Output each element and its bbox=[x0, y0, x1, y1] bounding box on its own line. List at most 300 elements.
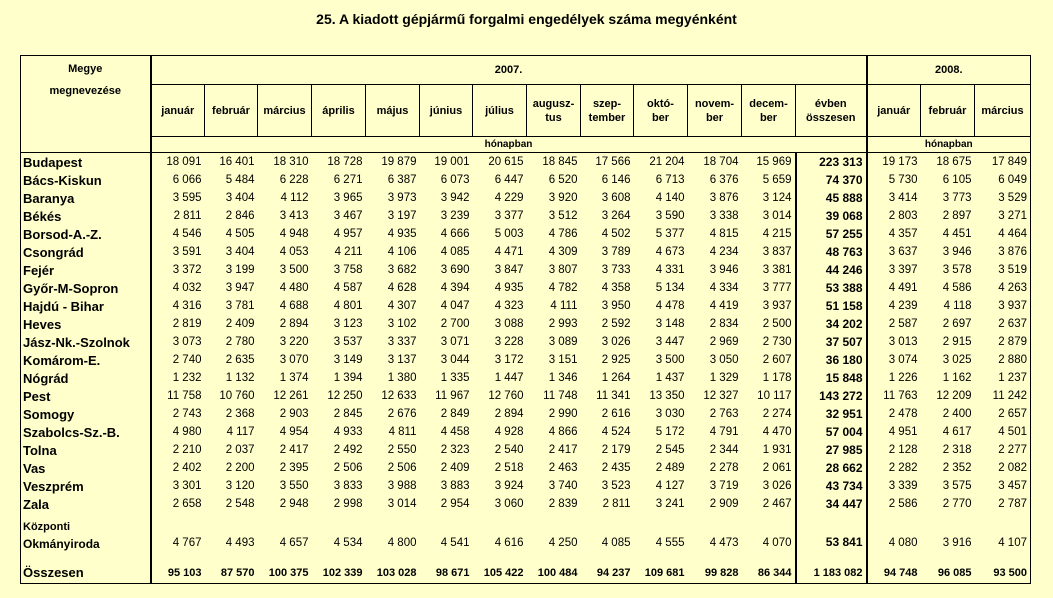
year-total-cell: 44 246 bbox=[796, 261, 867, 279]
value-cell: 1 329 bbox=[709, 372, 739, 384]
value-cell: 4 657 bbox=[279, 537, 309, 549]
value-cell: 3 172 bbox=[494, 354, 524, 366]
value-cell: 3 060 bbox=[494, 498, 524, 510]
county-header-line1: Megye bbox=[68, 63, 103, 75]
table-row bbox=[21, 243, 1031, 261]
value-cell: 10 117 bbox=[757, 390, 792, 402]
value-cell: 2 592 bbox=[601, 318, 631, 330]
value-cell: 2 849 bbox=[440, 408, 470, 420]
value-cell: 4 524 bbox=[601, 426, 631, 438]
value-cell: 3 876 bbox=[709, 192, 739, 204]
value-cell: 1 178 bbox=[762, 372, 792, 384]
table-row bbox=[21, 153, 1031, 172]
year-total-cell: 57 255 bbox=[796, 225, 867, 243]
value-cell: 2 925 bbox=[601, 354, 631, 366]
value-cell: 3 148 bbox=[655, 318, 685, 330]
value-cell: 4 331 bbox=[655, 264, 685, 276]
value-cell: 2 839 bbox=[548, 498, 578, 510]
spacer-cell bbox=[258, 551, 312, 563]
table-row bbox=[21, 369, 1031, 387]
value-cell: 2 616 bbox=[601, 408, 631, 420]
value-cell: 3 123 bbox=[333, 318, 363, 330]
table-row bbox=[21, 441, 1031, 459]
value-cell: 3 030 bbox=[655, 408, 685, 420]
value-cell: 3 337 bbox=[387, 336, 417, 348]
value-cell: 2 846 bbox=[225, 210, 255, 222]
value-cell: 3 883 bbox=[440, 480, 470, 492]
value-cell: 3 916 bbox=[942, 537, 972, 549]
month-header-2007 bbox=[581, 85, 634, 137]
month-header-label: novem- bbox=[694, 97, 735, 110]
value-cell: 6 228 bbox=[279, 174, 309, 186]
value-cell: 11 242 bbox=[975, 387, 1031, 405]
county-header bbox=[21, 56, 151, 153]
spacer-row bbox=[21, 551, 1031, 563]
value-cell: 20 615 bbox=[473, 153, 527, 172]
value-cell: 3 447 bbox=[655, 336, 685, 348]
value-cell: 3 500 bbox=[279, 264, 309, 276]
value-cell: 3 740 bbox=[548, 480, 578, 492]
county-name: Borsod-A.-Z. bbox=[21, 225, 151, 243]
year-total-cell: 27 985 bbox=[796, 441, 867, 459]
year-total-cell: 45 888 bbox=[796, 189, 867, 207]
value-cell: 3 758 bbox=[333, 264, 363, 276]
month-header-label-line2: ber bbox=[651, 111, 670, 124]
value-cell: 19 001 bbox=[420, 153, 473, 172]
value-cell: 6 073 bbox=[440, 174, 470, 186]
value-cell: 2 550 bbox=[387, 444, 417, 456]
value-cell: 2 344 bbox=[709, 444, 739, 456]
value-cell: 6 049 bbox=[975, 171, 1031, 189]
value-cell: 4 586 bbox=[942, 282, 972, 294]
value-cell: 3 946 bbox=[709, 264, 739, 276]
value-cell: 3 777 bbox=[762, 282, 792, 294]
value-cell: 2 318 bbox=[942, 444, 972, 456]
value-cell: 100 375 bbox=[258, 563, 312, 583]
value-cell: 3 781 bbox=[225, 300, 255, 312]
value-cell: 3 137 bbox=[387, 354, 417, 366]
value-cell: 11 758 bbox=[167, 390, 202, 402]
table-row bbox=[21, 513, 1031, 551]
county-name: Heves bbox=[21, 315, 151, 333]
value-cell: 1 132 bbox=[225, 372, 255, 384]
value-cell: 1 237 bbox=[975, 369, 1031, 387]
table-row bbox=[21, 405, 1031, 423]
value-cell: 2 635 bbox=[225, 354, 255, 366]
value-cell: 3 578 bbox=[942, 264, 972, 276]
value-cell: 18 091 bbox=[151, 153, 205, 172]
value-cell: 2 845 bbox=[333, 408, 363, 420]
value-cell: 2 417 bbox=[548, 444, 578, 456]
value-cell: 2 492 bbox=[333, 444, 363, 456]
value-cell: 16 401 bbox=[205, 153, 258, 172]
value-cell: 2 834 bbox=[709, 318, 739, 330]
county-name: Tolna bbox=[21, 441, 151, 459]
value-cell: 11 341 bbox=[596, 390, 631, 402]
value-cell: 3 414 bbox=[888, 192, 918, 204]
month-header-label: decem- bbox=[749, 97, 788, 110]
county-header-line2: megnevezése bbox=[49, 85, 122, 97]
value-cell: 4 032 bbox=[172, 282, 202, 294]
table-row bbox=[21, 315, 1031, 333]
value-cell: 102 339 bbox=[312, 563, 366, 583]
value-cell: 4 782 bbox=[548, 282, 578, 294]
value-cell: 3 690 bbox=[440, 264, 470, 276]
year-total-cell: 53 388 bbox=[796, 279, 867, 297]
value-cell: 4 309 bbox=[548, 246, 578, 258]
month-header-label: március bbox=[263, 104, 306, 117]
value-cell: 6 447 bbox=[494, 174, 524, 186]
value-cell: 5 484 bbox=[225, 174, 255, 186]
table-row bbox=[21, 351, 1031, 369]
value-cell: 96 085 bbox=[921, 563, 975, 583]
value-cell: 6 271 bbox=[333, 174, 363, 186]
month-header-2007 bbox=[312, 85, 366, 137]
table-row bbox=[21, 333, 1031, 351]
month-header-label: szep- bbox=[592, 97, 622, 110]
value-cell: 4 673 bbox=[655, 246, 685, 258]
value-cell: 2 909 bbox=[709, 498, 739, 510]
value-cell: 3 124 bbox=[762, 192, 792, 204]
county-name: Hajdú - Bihar bbox=[21, 297, 151, 315]
value-cell: 4 053 bbox=[279, 246, 309, 258]
value-cell: 3 733 bbox=[601, 264, 631, 276]
table-row bbox=[21, 423, 1031, 441]
value-cell: 2 894 bbox=[494, 408, 524, 420]
county-name: Bács-Kiskun bbox=[21, 171, 151, 189]
value-cell: 4 767 bbox=[172, 537, 202, 549]
value-cell: 4 534 bbox=[333, 537, 363, 549]
value-cell: 3 988 bbox=[387, 480, 417, 492]
value-cell: 3 942 bbox=[440, 192, 470, 204]
value-cell: 95 103 bbox=[151, 563, 205, 583]
value-cell: 2 880 bbox=[975, 351, 1031, 369]
value-cell: 4 948 bbox=[279, 228, 309, 240]
value-cell: 4 112 bbox=[280, 192, 309, 204]
value-cell: 3 519 bbox=[975, 261, 1031, 279]
county-name: Vas bbox=[21, 459, 151, 477]
value-cell: 3 050 bbox=[709, 354, 739, 366]
value-cell: 3 719 bbox=[709, 480, 739, 492]
value-cell: 103 028 bbox=[366, 563, 420, 583]
spacer-cell bbox=[975, 551, 1031, 563]
value-cell: 1 374 bbox=[279, 372, 309, 384]
table-row bbox=[21, 279, 1031, 297]
value-cell: 2 587 bbox=[888, 318, 918, 330]
year-total-cell: 37 507 bbox=[796, 333, 867, 351]
value-cell: 2 894 bbox=[279, 318, 309, 330]
unit-header-2008: hónapban bbox=[867, 137, 1031, 153]
value-cell: 2 274 bbox=[762, 408, 792, 420]
value-cell: 4 928 bbox=[494, 426, 524, 438]
value-cell: 2 506 bbox=[387, 462, 417, 474]
value-cell: 2 210 bbox=[172, 444, 202, 456]
value-cell: 3 197 bbox=[387, 210, 417, 222]
value-cell: 2 463 bbox=[548, 462, 578, 474]
year-total-cell: 36 180 bbox=[796, 351, 867, 369]
value-cell: 3 228 bbox=[494, 336, 524, 348]
value-cell: 4 933 bbox=[333, 426, 363, 438]
value-cell: 3 013 bbox=[888, 336, 918, 348]
value-cell: 4 394 bbox=[440, 282, 470, 294]
value-cell: 4 085 bbox=[440, 246, 470, 258]
county-name: Zala bbox=[21, 495, 151, 513]
value-cell: 3 014 bbox=[762, 210, 792, 222]
value-cell: 4 666 bbox=[440, 228, 470, 240]
month-header-label-line2: ber bbox=[705, 111, 724, 124]
value-cell: 2 435 bbox=[601, 462, 631, 474]
value-cell: 4 307 bbox=[387, 300, 417, 312]
value-cell: 93 500 bbox=[975, 563, 1031, 583]
value-cell: 2 879 bbox=[975, 333, 1031, 351]
value-cell: 2 282 bbox=[888, 462, 918, 474]
year-total-cell: 34 202 bbox=[796, 315, 867, 333]
value-cell: 3 575 bbox=[942, 480, 972, 492]
value-cell: 2 500 bbox=[762, 318, 792, 330]
value-cell: 3 397 bbox=[888, 264, 918, 276]
spacer-cell bbox=[366, 551, 420, 563]
county-name bbox=[21, 513, 151, 551]
value-cell: 3 338 bbox=[709, 210, 739, 222]
value-cell: 11 967 bbox=[435, 390, 470, 402]
value-cell: 3 947 bbox=[225, 282, 255, 294]
value-cell: 2 400 bbox=[942, 408, 972, 420]
value-cell: 3 339 bbox=[888, 480, 918, 492]
year-total-cell: 15 848 bbox=[796, 369, 867, 387]
value-cell: 4 471 bbox=[494, 246, 524, 258]
value-cell: 3 591 bbox=[172, 246, 202, 258]
value-cell: 4 541 bbox=[440, 537, 470, 549]
value-cell: 3 937 bbox=[975, 297, 1031, 315]
value-cell: 2 948 bbox=[279, 498, 309, 510]
value-cell: 4 323 bbox=[494, 300, 524, 312]
month-header-2007 bbox=[688, 85, 742, 137]
month-header-label: augusz- bbox=[532, 97, 575, 110]
value-cell: 2 743 bbox=[172, 408, 202, 420]
value-cell: 6 066 bbox=[172, 174, 202, 186]
value-cell: 3 044 bbox=[440, 354, 470, 366]
value-cell: 5 377 bbox=[655, 228, 685, 240]
month-header-2007 bbox=[205, 85, 258, 137]
value-cell: 3 120 bbox=[225, 480, 255, 492]
value-cell: 3 199 bbox=[225, 264, 255, 276]
year-2008-header: 2008. bbox=[867, 56, 1031, 85]
year-total-cell: 143 272 bbox=[796, 387, 867, 405]
county-name: Baranya bbox=[21, 189, 151, 207]
year-total-cell: 1 183 082 bbox=[796, 563, 867, 583]
value-cell: 2 819 bbox=[172, 318, 202, 330]
value-cell: 4 250 bbox=[548, 537, 578, 549]
value-cell: 1 335 bbox=[440, 372, 470, 384]
county-name: Budapest bbox=[21, 153, 151, 172]
year-total-cell: 53 841 bbox=[796, 513, 867, 551]
value-cell: 3 529 bbox=[975, 189, 1031, 207]
month-header-label: február bbox=[212, 104, 250, 117]
value-cell: 3 088 bbox=[494, 318, 524, 330]
value-cell: 3 264 bbox=[601, 210, 631, 222]
month-header-label-line2: összesen bbox=[805, 111, 856, 124]
value-cell: 2 770 bbox=[942, 498, 972, 510]
value-cell: 2 540 bbox=[494, 444, 524, 456]
value-cell: 3 404 bbox=[225, 192, 255, 204]
value-cell: 3 537 bbox=[333, 336, 363, 348]
value-cell: 4 815 bbox=[709, 228, 739, 240]
spacer-cell bbox=[688, 551, 742, 563]
month-header-2007 bbox=[151, 85, 205, 137]
value-cell: 1 447 bbox=[494, 372, 524, 384]
value-cell: 6 376 bbox=[709, 174, 739, 186]
county-name: Győr-M-Sopron bbox=[21, 279, 151, 297]
value-cell: 4 688 bbox=[279, 300, 309, 312]
value-cell: 18 728 bbox=[312, 153, 366, 172]
value-cell: 98 671 bbox=[420, 563, 473, 583]
value-cell: 4 980 bbox=[172, 426, 202, 438]
value-cell: 2 697 bbox=[942, 318, 972, 330]
value-cell: 1 437 bbox=[655, 372, 685, 384]
spacer-cell bbox=[205, 551, 258, 563]
year-total-cell: 43 734 bbox=[796, 477, 867, 495]
value-cell: 4 358 bbox=[601, 282, 631, 294]
value-cell: 3 372 bbox=[172, 264, 202, 276]
value-cell: 12 327 bbox=[703, 390, 739, 402]
value-cell: 4 478 bbox=[655, 300, 685, 312]
value-cell: 4 263 bbox=[975, 279, 1031, 297]
month-header-label: január bbox=[161, 104, 195, 117]
spacer-cell bbox=[527, 551, 581, 563]
value-cell: 6 713 bbox=[655, 174, 685, 186]
month-header-label: évben bbox=[814, 97, 847, 110]
value-cell: 3 404 bbox=[225, 246, 255, 258]
value-cell: 2 545 bbox=[655, 444, 685, 456]
value-cell: 3 241 bbox=[655, 498, 685, 510]
county-name-line2: Okmányiroda bbox=[23, 537, 100, 551]
table-row bbox=[21, 477, 1031, 495]
value-cell: 2 506 bbox=[333, 462, 363, 474]
value-cell: 4 935 bbox=[494, 282, 524, 294]
value-cell: 100 484 bbox=[527, 563, 581, 583]
value-cell: 3 837 bbox=[762, 246, 792, 258]
value-cell: 2 417 bbox=[279, 444, 309, 456]
year-total-cell: 34 447 bbox=[796, 495, 867, 513]
value-cell: 3 876 bbox=[975, 243, 1031, 261]
month-header-2007 bbox=[527, 85, 581, 137]
value-cell: 2 787 bbox=[975, 495, 1031, 513]
value-cell: 2 915 bbox=[942, 336, 972, 348]
month-header-2007 bbox=[420, 85, 473, 137]
value-cell: 3 089 bbox=[548, 336, 578, 348]
table-row bbox=[21, 207, 1031, 225]
value-cell: 2 969 bbox=[709, 336, 739, 348]
value-cell: 6 146 bbox=[601, 174, 631, 186]
value-cell: 3 301 bbox=[172, 480, 202, 492]
value-cell: 4 118 bbox=[943, 300, 972, 312]
value-cell: 2 467 bbox=[762, 498, 792, 510]
value-cell: 17 849 bbox=[975, 153, 1031, 172]
value-cell: 2 200 bbox=[225, 462, 255, 474]
value-cell: 2 903 bbox=[279, 408, 309, 420]
value-cell: 3 608 bbox=[601, 192, 631, 204]
table-row bbox=[21, 297, 1031, 315]
value-cell: 1 232 bbox=[172, 372, 202, 384]
month-header-2007 bbox=[258, 85, 312, 137]
value-cell: 3 457 bbox=[975, 477, 1031, 495]
year-2007-header: 2007. bbox=[151, 56, 867, 85]
value-cell: 2 277 bbox=[975, 441, 1031, 459]
value-cell: 4 239 bbox=[888, 300, 918, 312]
value-cell: 3 637 bbox=[888, 246, 918, 258]
value-cell: 2 518 bbox=[494, 462, 524, 474]
unit-header-2007: hónapban bbox=[151, 137, 867, 153]
value-cell: 4 546 bbox=[172, 228, 202, 240]
value-cell: 2 082 bbox=[975, 459, 1031, 477]
value-cell: 5 134 bbox=[655, 282, 685, 294]
value-cell: 3 682 bbox=[387, 264, 417, 276]
value-cell: 3 965 bbox=[333, 192, 363, 204]
value-cell: 3 014 bbox=[387, 498, 417, 510]
value-cell: 2 395 bbox=[279, 462, 309, 474]
value-cell: 1 226 bbox=[888, 372, 918, 384]
value-cell: 18 310 bbox=[258, 153, 312, 172]
value-cell: 2 658 bbox=[172, 498, 202, 510]
value-cell: 4 957 bbox=[333, 228, 363, 240]
year-total-cell: 57 004 bbox=[796, 423, 867, 441]
month-header-2007 bbox=[366, 85, 420, 137]
year-total-cell: 48 763 bbox=[796, 243, 867, 261]
value-cell: 4 211 bbox=[334, 246, 363, 258]
value-cell: 2 897 bbox=[942, 210, 972, 222]
value-cell: 2 128 bbox=[888, 444, 918, 456]
county-name: Szabolcs-Sz.-B. bbox=[21, 423, 151, 441]
value-cell: 11 748 bbox=[543, 390, 578, 402]
value-cell: 3 239 bbox=[440, 210, 470, 222]
county-name: Pest bbox=[21, 387, 151, 405]
year-total-cell: 51 158 bbox=[796, 297, 867, 315]
value-cell: 5 172 bbox=[655, 426, 685, 438]
value-cell: 3 381 bbox=[762, 264, 792, 276]
value-cell: 5 003 bbox=[494, 228, 524, 240]
value-cell: 3 789 bbox=[601, 246, 631, 258]
spacer-cell bbox=[473, 551, 527, 563]
value-cell: 2 637 bbox=[975, 315, 1031, 333]
table-row bbox=[21, 225, 1031, 243]
value-cell: 12 261 bbox=[273, 390, 309, 402]
value-cell: 4 419 bbox=[709, 300, 739, 312]
value-cell: 109 681 bbox=[634, 563, 688, 583]
value-cell: 2 061 bbox=[762, 462, 792, 474]
value-cell: 13 350 bbox=[649, 390, 685, 402]
value-cell: 3 946 bbox=[942, 246, 972, 258]
month-header-label-line2: tember bbox=[588, 111, 626, 124]
value-cell: 4 085 bbox=[601, 537, 631, 549]
spacer-cell bbox=[867, 551, 921, 563]
value-cell: 2 803 bbox=[888, 210, 918, 222]
value-cell: 2 278 bbox=[709, 462, 739, 474]
total-label: Összesen bbox=[21, 563, 151, 583]
value-cell: 6 520 bbox=[548, 174, 578, 186]
value-cell: 4 215 bbox=[762, 228, 792, 240]
value-cell: 4 866 bbox=[548, 426, 578, 438]
month-header-2008: január bbox=[867, 85, 921, 137]
county-name-line1: Központi bbox=[23, 521, 71, 533]
value-cell: 4 800 bbox=[387, 537, 417, 549]
value-cell: 4 480 bbox=[279, 282, 309, 294]
value-cell: 3 924 bbox=[494, 480, 524, 492]
value-cell: 3 025 bbox=[942, 354, 972, 366]
value-cell: 2 489 bbox=[655, 462, 685, 474]
year-total-cell: 74 370 bbox=[796, 171, 867, 189]
value-cell: 3 071 bbox=[440, 336, 470, 348]
month-header-label: októ- bbox=[647, 97, 674, 110]
